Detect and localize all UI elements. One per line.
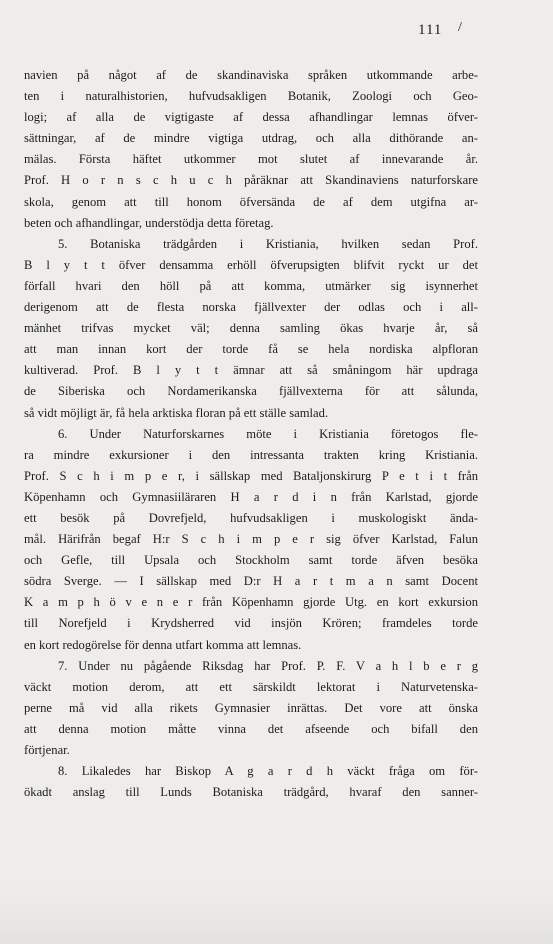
text-line: beten och afhandlingar, understödja detta företag. — [24, 215, 274, 230]
text-line: ett besök på Dovrefjeld, hufvudsakligen i muskologiskt ända- — [24, 510, 478, 525]
text-line: mänhet trifvas mycket väl; denna samling ökas hvarje år, så — [24, 321, 478, 336]
text-line: perne må vid alla rikets Gymnasier inrättas. Det vore att önska — [24, 700, 478, 715]
text-line: ökadt anslag till Lunds Botaniska trädgård, hvaraf den sanner- — [24, 785, 478, 800]
page-bottom-margin — [0, 882, 553, 944]
paragraph-continuation — [24, 65, 478, 234]
page-number: 111 — [418, 22, 443, 38]
text-line: en kort redogörelse för denna utfart komma att lemnas. — [24, 637, 302, 652]
text-line: Prof. H o r n s c h u c h påräknar att Skandinaviens naturforskare — [24, 173, 478, 188]
text-line: logi; af alla de vigtigaste af dessa afhandlingar lemnas öfver- — [24, 110, 478, 125]
paragraph-8 — [24, 761, 478, 803]
text-line: B l y t t öfver densamma erhöll öfverupsigten blifvit ryckt ur det — [24, 257, 478, 272]
text-line: K a m p h ö v e n e r från Köpenhamn gjorde Utg. en kort exkursion — [24, 595, 478, 610]
text-line: ten i naturalhistorien, hufvudsakligen Botanik, Zoologi och Geo- — [24, 89, 478, 104]
text-line: ra mindre exkursioner i den intressanta trakten kring Kristiania. — [24, 447, 478, 462]
text-line: navien på något af de skandinaviska språken utkommande arbe- — [24, 68, 478, 82]
paragraph-6 — [24, 424, 478, 656]
text-line: att denna motion måtte vinna det afseende och bifall den — [24, 721, 478, 736]
page-text — [24, 65, 478, 803]
text-line: 7. Under nu pågående Riksdag har Prof. P. F. V a h l b e r g — [58, 658, 478, 673]
text-line: de Siberiska och Nordamerikanska fjällvexterna för att sålunda, — [24, 384, 478, 399]
page-mark: / — [458, 20, 462, 35]
text-line: 8. Likaledes har Biskop A g a r d h väckt fråga om för- — [58, 764, 478, 779]
paragraph-5 — [24, 234, 478, 424]
text-line: väckt motion derom, att ett särskildt lektorat i Naturvetenska- — [24, 679, 478, 694]
text-line: 5. Botaniska trädgården i Kristiania, hvilken sedan Prof. — [58, 236, 478, 251]
text-line: derigenom att de flesta norska fjällvexter der odlas och i all- — [24, 300, 478, 315]
text-line: mälas. Första häftet utkommer mot slutet af innevarande år. — [24, 152, 478, 167]
text-line: sättningar, af de mindre vigtiga utdrag, och alla dithörande an- — [24, 131, 478, 146]
text-line: kultiverad. Prof. B l y t t ämnar att så småningom här updraga — [24, 363, 478, 378]
text-line: till Norefjeld i Krydsherred vid insjön Krören; framdeles torde — [24, 616, 478, 631]
text-line: så vidt möjligt är, få hela arktiska floran på ett ställe samlad. — [24, 405, 329, 420]
text-line: Köpenhamn och Gymnasiiläraren H a r d i n från Karlstad, gjorde — [24, 489, 478, 504]
text-line: mål. Härifrån begaf H:r S c h i m p e r sig öfver Karlstad, Falun — [24, 532, 478, 547]
text-line: 6. Under Naturforskarnes möte i Kristiania företogos fle- — [58, 426, 478, 441]
text-line: södra Sverge. — I sällskap med D:r H a r t m a n samt Docent — [24, 574, 478, 589]
text-line: och Gefle, till Upsala och Stockholm samt torde äfven besöka — [24, 553, 478, 568]
text-line: förtjenar. — [24, 743, 70, 757]
text-line: skola, genom att till honom öfversända de af dem utgifna ar- — [24, 194, 478, 209]
paragraph-7 — [24, 656, 478, 761]
text-line: förfall hvari den höll på att komma, utmärker sig isynnerhet — [24, 278, 478, 293]
text-line: att man innan kort der torde få se hela nordiska alpfloran — [24, 342, 478, 357]
text-line: Prof. S c h i m p e r, i sällskap med Bataljonskirurg P e t i t från — [24, 468, 478, 483]
